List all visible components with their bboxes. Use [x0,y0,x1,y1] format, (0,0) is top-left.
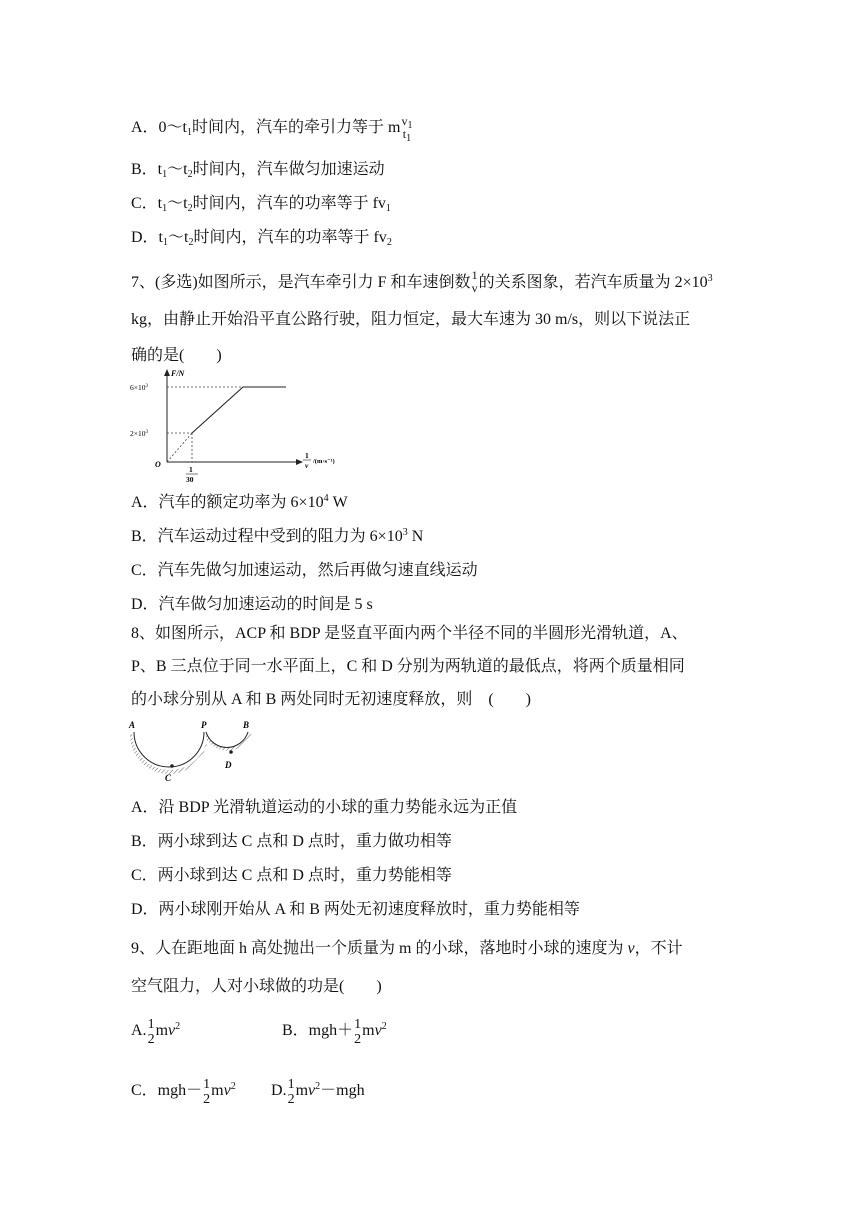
label-d: D [225,760,232,770]
q7-stem-line1 [131,269,713,295]
q6-frac-num-sub: 1 [407,120,413,131]
graph-x-label-den: v [305,461,309,470]
label-p: P [201,720,207,730]
q9-d-m: m [295,1082,309,1099]
q9-a-v: v [168,1022,176,1039]
q6-option-b-post: 时间内，汽车做匀加速运动 [192,161,385,178]
q9-option-c-pre: C．mgh－ [131,1082,203,1099]
q6-option-d [131,227,392,249]
q8-option-c: C．两小球到达 C 点和 D 点时，重力势能相等 [131,867,452,884]
q9-b-den: 2 [354,1032,362,1047]
q6-frac-den-sub: 1 [406,133,412,144]
q9-option-a [131,1017,180,1047]
q6-option-b-pre: B．t [131,161,163,178]
q7-frac-num: 1 [471,268,478,282]
q9-a-num: 1 [147,1017,155,1032]
q9-a-den: 2 [147,1032,155,1047]
q9-option-b-fraction [354,1017,361,1047]
q6-option-c [131,193,391,215]
q7-option-b-post: N [407,528,424,545]
q7-option-b-pre: B．汽车运动过程中受到的阻力为 6×10 [131,528,403,545]
q9-a-sup: 2 [175,1021,181,1032]
graph-x-label-unit: /(m·s⁻¹) [313,458,335,465]
q6-option-a [131,114,413,144]
q9-option-b [282,1017,387,1047]
q7-stem-line2: kg，由静止开始沿平直公路行驶，阻力恒定，最大车速为 30 m/s，则以下说法正 [131,311,691,328]
q9-b-v: v [374,1022,382,1039]
q9-stem-line1 [131,938,683,960]
q6-option-c-pre: C．t [131,195,163,212]
q6-option-c-sub1: 1 [162,203,168,214]
graph-y-arrow [164,369,170,376]
graph-curve [192,387,286,433]
q9-d-sup: 2 [315,1081,321,1092]
q6-option-c-post: 时间内，汽车的功率等于 fv [192,195,386,212]
q9-option-d [271,1077,365,1107]
q6-option-a-mid: 时间内，汽车的牵引力等于 m [192,119,401,136]
q6-option-d-sub2: 2 [188,237,194,248]
q7-stem-fraction [472,269,478,295]
q6-option-b-mid: ～t [167,161,188,178]
q9-option-a-fraction [148,1017,155,1047]
q9-c-sup: 2 [230,1081,236,1092]
track-acp-hatch [130,732,208,774]
q6-option-a-sub: 1 [187,127,193,138]
graph-y-label: F/N [171,369,185,378]
q6-option-c-sub3: 1 [385,203,391,214]
q6-frac-num: v [401,114,408,128]
label-c: C [165,773,172,783]
graph-x-arrow [296,459,303,465]
label-b: B [243,720,250,730]
q7-stem-sup: 3 [707,273,713,284]
graph-y-tick-low: $2\times 10^3$ [130,429,148,438]
q9-option-a-pre: A. [131,1022,147,1039]
q7-option-d: D．汽车做匀加速运动的时间是 5 s [131,596,373,613]
q7-option-a-pre: A．汽车的额定功率为 6×10 [131,494,324,511]
q9-d-num: 1 [287,1077,295,1092]
q9-c-v: v [223,1082,231,1099]
graph-x-label-num: 1 [305,451,309,460]
q8-stem-line2: P、B 三点位于同一水平面上，C 和 D 分别为两轨道的最低点，将两个质量相同 [131,658,685,675]
q7-force-graph [128,366,358,488]
q6-option-b-sub1: 1 [162,169,168,180]
q8-track-figure [127,718,257,786]
q7-option-a-sup: 4 [323,493,329,504]
q9-d-den: 2 [287,1092,295,1107]
q9-b-sup: 2 [381,1021,387,1032]
q6-option-d-sub3: 2 [386,237,392,248]
q9-b-m: m [362,1022,375,1039]
q9-b-num: 1 [354,1017,362,1032]
graph-x-tick-den: 30 [186,475,194,484]
graph-y-tick-high: $6\times 10^3$ [130,383,148,392]
q8-stem-line1: 8、如图所示，ACP 和 BDP 是竖直平面内两个半径不同的半圆形光滑轨道，A、 [131,625,688,642]
q9-c-m: m [211,1082,224,1099]
q7-option-a [131,492,348,514]
q9-option-d-pre: D. [271,1082,287,1099]
q6-option-a-fraction [401,114,413,144]
ball-c [170,764,174,768]
q9-d-v: v [308,1082,316,1099]
graph-origin: O [155,460,161,469]
q9-stem-line2: 空气阻力，人对小球做的功是( ) [131,978,382,995]
q9-stem-post: ，不计 [634,940,683,957]
q6-option-a-pre: A．0～t [131,119,188,136]
q9-c-den: 2 [203,1092,211,1107]
q9-option-c-fraction [203,1077,210,1107]
q6-option-c-mid: ～t [167,195,188,212]
q6-option-b [131,159,385,181]
q7-stem-post: 的关系图象，若汽车质量为 2×10 [478,274,708,291]
q9-stem-v: v [627,940,635,957]
q7-option-c: C．汽车先做匀加速运动，然后再做匀速直线运动 [131,562,478,579]
q8-option-d: D．两小球刚开始从 A 和 B 两处无初速度释放时，重力势能相等 [131,901,580,918]
q8-option-a: A．沿 BDP 光滑轨道运动的小球的重力势能永远为正值 [131,799,518,816]
q7-stem-pre: 7、(多选)如图所示，是汽车牵引力 F 和车速倒数 [131,274,471,291]
q6-option-d-pre: D．t [131,229,164,246]
graph-x-tick-num: 1 [189,465,193,474]
q6-frac-den: t [402,127,407,141]
q7-frac-den: v [471,281,478,295]
q8-stem-line3: 的小球分别从 A 和 B 两处同时无初速度释放，则 ( ) [131,691,532,708]
q9-a-m: m [155,1022,169,1039]
q7-option-b [131,526,423,548]
q9-option-c [131,1077,236,1107]
q9-stem-pre: 9、人在距地面 h 高处抛出一个质量为 m 的小球，落地时小球的速度为 [131,940,628,957]
q6-option-c-sub2: 2 [187,203,193,214]
graph-dash-diag [167,433,192,462]
q6-option-d-sub1: 1 [163,237,169,248]
q9-option-b-pre: B．mgh＋ [282,1022,354,1039]
q6-option-b-sub2: 2 [187,169,193,180]
q6-option-d-mid: ～t [168,229,189,246]
label-a: A [129,720,136,730]
ball-d [229,750,233,754]
q6-option-d-post: 时间内，汽车的功率等于 fv [193,229,387,246]
q7-stem-line3: 确的是( ) [131,347,222,364]
q9-c-num: 1 [203,1077,211,1092]
track-bdp-hatch [206,732,252,751]
q9-option-d-fraction [288,1077,295,1107]
q7-option-a-post: W [328,494,348,511]
q8-option-b: B．两小球到达 C 点和 D 点时，重力做功相等 [131,833,452,850]
q7-option-b-sup: 3 [402,527,408,538]
q9-d-post: －mgh [320,1082,365,1099]
